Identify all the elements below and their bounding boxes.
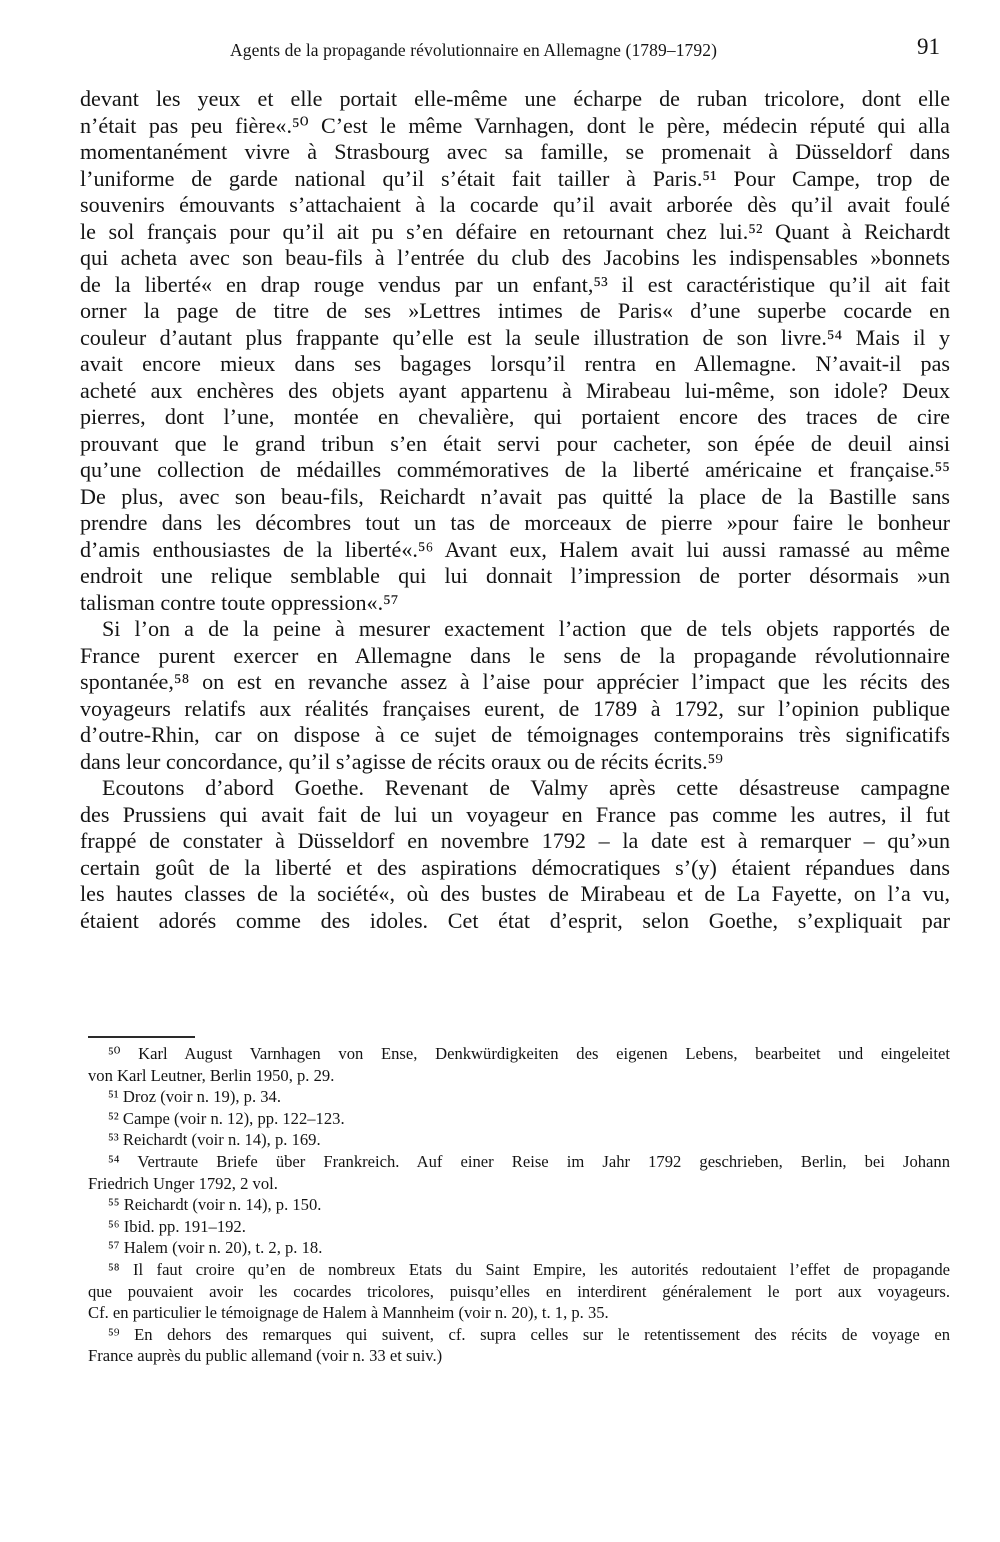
text-line: prouvant que le grand tribun s’en était servi pour cacheter, son épée de deuil ainsi	[80, 430, 950, 456]
text-line: étaient adorés comme des idoles. Cet état d’esprit, selon Goethe, s’expliquait par	[80, 907, 950, 933]
text-line: Si l’on a de la peine à mesurer exactement l’action que de tels objets rapportés de	[102, 616, 950, 641]
text-line: l’uniforme de garde national qu’il s’était fait tailler à Paris.⁵¹ Pour Campe, trop de	[80, 165, 950, 191]
text-line: d’amis enthousiastes de la liberté«.⁵⁶ Avant eux, Halem avait lui aussi ramassé au même	[80, 536, 950, 562]
text-line: des Prussiens qui avait fait de lui un voyageur en France pas comme les autres, il fut	[80, 801, 950, 827]
text-line: d’outre-Rhin, car on dispose à ce sujet de témoignages contemporains très significatifs	[80, 722, 950, 747]
text-line: Ecoutons d’abord Goethe. Revenant de Valmy après cette désastreuse campagne	[102, 775, 950, 800]
footnote-line: ⁵² Campe (voir n. 12), pp. 122–123.	[108, 1108, 345, 1128]
text-line: le sol français pour qu’il ait pu s’en défaire en retournant chez lui.⁵² Quant à Reichardt	[80, 218, 950, 244]
text-line: dans leur concordance, qu’il s’agisse de récits oraux ou de récits écrits.⁵⁹	[80, 748, 723, 774]
text-line: certain goût de la liberté et des aspirations démocratiques s’(y) étaient répandues dans	[80, 854, 950, 880]
text-line: prendre dans les décombres tout un tas de morceaux de pierre »pour faire le bonheur	[80, 510, 950, 535]
text-line: devant les yeux et elle portait elle-même une écharpe de ruban tricolore, dont elle	[80, 86, 950, 111]
text-line: avait encore mieux dans ses bagages lorsqu’il rentra en Allemagne. N’avait-il pas	[80, 351, 950, 376]
text-line: spontanée,⁵⁸ on est en revanche assez à l’aise pour apprécier l’impact que les récits des	[80, 669, 950, 694]
running-header	[80, 34, 950, 66]
text-line: de la liberté« en drap rouge vendus par un enfant,⁵³ il est caractéristique qu’il ait fait	[80, 271, 950, 297]
text-line: n’était pas peu fière«.⁵⁰ C’est le même Varnhagen, dont le père, médecin réputé qui alla	[80, 112, 950, 138]
text-line: talisman contre toute oppression«.⁵⁷	[80, 589, 399, 615]
text-line: endroit une relique semblable qui lui donnait l’impression de porter désormais »un	[80, 563, 950, 588]
text-line: couleur d’autant plus frappante qu’elle est la seule illustration de son livre.⁵⁴ Mais il y	[80, 324, 950, 350]
text-line: qui acheta avec son beau-fils à l’entrée du club des Jacobins les indispensables »bonnets	[80, 245, 950, 270]
text-line: voyageurs relatifs aux réalités françaises eurent, de 1789 à 1792, sur l’opinion publique	[80, 695, 950, 721]
text-line: les hautes classes de la société«, où des bustes de Mirabeau et de La Fayette, on l’a vu,	[80, 881, 950, 906]
text-line: souvenirs émouvants s’attachaient à la cocarde qu’il avait arborée dès qu’il avait foulé	[80, 192, 950, 217]
text-line: acheté aux enchères des objets ayant appartenu à Mirabeau lui-même, son idole? Deux	[80, 377, 950, 403]
body-text	[80, 86, 950, 934]
footnote-line: ⁵⁴ Vertraute Briefe über Frankreich. Auf einer Reise im Jahr 1792 geschrieben, Berlin, bei Johann	[108, 1151, 950, 1171]
text-line: qu’une collection de médailles commémoratives de la liberté américaine et française.⁵⁵	[80, 457, 950, 482]
footnote-divider	[88, 1036, 195, 1038]
footnote-line: ⁵⁸ Il faut croire qu’en de nombreux Etats du Saint Empire, les autorités redoutaient l’effet de propagande	[108, 1259, 950, 1279]
text-line: France purent exercer en Allemagne dans le sens de la propagande révolutionnaire	[80, 642, 950, 668]
footnote-line: ⁵¹ Droz (voir n. 19), p. 34.	[108, 1087, 281, 1107]
footnote-line: Friedrich Unger 1792, 2 vol.	[88, 1173, 278, 1193]
footnote-line: Cf. en particulier le témoignage de Halem à Mannheim (voir n. 20), t. 1, p. 35.	[88, 1303, 609, 1323]
text-line: momentanément vivre à Strasbourg avec sa famille, se promenait à Düsseldorf dans	[80, 139, 950, 164]
text-line: De plus, avec son beau-fils, Reichardt n’avait pas quitté la place de la Bastille sans	[80, 483, 950, 509]
text-line: frappé de constater à Düsseldorf en novembre 1792 – la date est à remarquer – qu’»un	[80, 828, 950, 853]
footnote-line: ⁵⁶ Ibid. pp. 191–192.	[108, 1216, 246, 1236]
footnote-line: France auprès du public allemand (voir n. 33 et suiv.)	[88, 1346, 443, 1366]
running-title: Agents de la propagande révolutionnaire en Allemagne (1789–1792)	[230, 40, 718, 60]
page-number: 91	[917, 34, 940, 59]
footnote-line: ⁵³ Reichardt (voir n. 14), p. 169.	[108, 1130, 321, 1150]
footnote-line: ⁵⁰ Karl August Varnhagen von Ense, Denkwürdigkeiten des eigenen Lebens, bearbeitet und eingeleitet	[108, 1044, 950, 1063]
text-line: pierres, dont l’une, montée en chevalière, qui portaient encore des traces de cire	[80, 404, 950, 429]
footnote-line: von Karl Leutner, Berlin 1950, p. 29.	[88, 1065, 335, 1085]
footnote-line: ⁵⁷ Halem (voir n. 20), t. 2, p. 18.	[108, 1238, 323, 1258]
footnotes	[88, 1043, 950, 1367]
text-line: orner la page de titre de ses »Lettres intimes de Paris« d’une superbe cocarde en	[80, 298, 950, 323]
footnote-line: que pouvaient avoir les cocardes tricolores, puisqu’elles en interdirent généralement le port aux voyageurs.	[88, 1281, 950, 1301]
footnote-line: ⁵⁹ En dehors des remarques qui suivent, cf. supra celles sur le retentissement des récits de voyage en	[108, 1324, 950, 1344]
footnote-line: ⁵⁵ Reichardt (voir n. 14), p. 150.	[108, 1195, 322, 1215]
